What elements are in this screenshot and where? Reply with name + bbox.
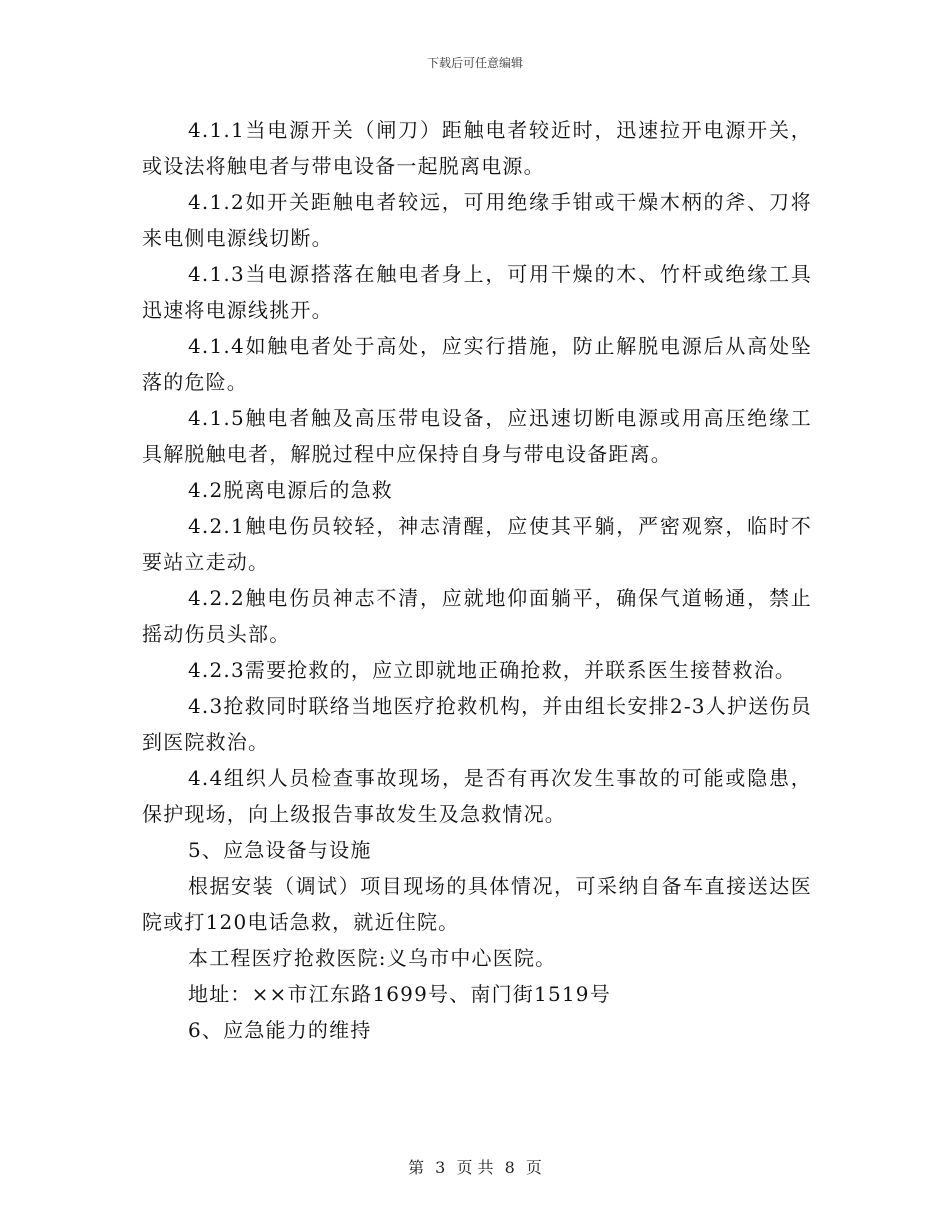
section-heading-6: 6、应急能力的维持 xyxy=(188,1018,372,1042)
paragraph-4-1-4: 4.1.4如触电者处于高处，应实行措施，防止解脱电源后从高处坠落的危险。 xyxy=(142,334,812,394)
footer-page-number: 3 xyxy=(435,1158,446,1177)
page-footer xyxy=(0,1155,950,1178)
document-body xyxy=(142,112,812,1048)
paragraph-4-3: 4.3抢救同时联络当地医疗抢救机构，并由组长安排2-3人护送伤员到医院救治。 xyxy=(142,694,812,754)
paragraph-4-2-3: 4.2.3需要抢救的，应立即就地正确抢救，并联系医生接替救治。 xyxy=(188,658,797,682)
paragraph-4-1-5: 4.1.5触电者触及高压带电设备，应迅速切断电源或用高压绝缘工具解脱触电者，解脱过程中应保持自身与带电设备距离。 xyxy=(142,406,812,466)
paragraph-5-body: 根据安装（调试）项目现场的具体情况，可采纳自备车直接送达医院或打120电话急救，就近住院。 xyxy=(142,874,812,934)
footer-suffix: 页 xyxy=(525,1158,542,1177)
page-header: 下载后可任意编辑 xyxy=(426,56,523,70)
paragraph-4-2-1: 4.2.1触电伤员较轻，神志清醒，应使其平躺，严密观察，临时不要站立走动。 xyxy=(142,514,812,574)
footer-total-pages: 8 xyxy=(504,1158,515,1177)
section-heading-5: 5、应急设备与设施 xyxy=(188,838,372,862)
paragraph-hospital: 本工程医疗抢救医院:义乌市中心医院。 xyxy=(188,946,557,970)
section-heading-4-2: 4.2脱离电源后的急救 xyxy=(188,478,394,502)
paragraph-address: 地址：××市江东路1699号、南门街1519号 xyxy=(188,982,611,1006)
paragraph-4-1-1: 4.1.1当电源开关（闸刀）距触电者较近时，迅速拉开电源开关，或设法将触电者与带电设备一起脱离电源。 xyxy=(142,118,812,178)
paragraph-4-1-3: 4.1.3当电源搭落在触电者身上，可用干燥的木、竹杆或绝缘工具迅速将电源线挑开。 xyxy=(142,262,812,322)
paragraph-4-1-2: 4.1.2如开关距触电者较远，可用绝缘手钳或干燥木柄的斧、刀将来电侧电源线切断。 xyxy=(142,190,812,250)
paragraph-4-4: 4.4组织人员检查事故现场，是否有再次发生事故的可能或隐患，保护现场，向上级报告事故发生及急救情况。 xyxy=(142,766,812,826)
footer-prefix: 第 xyxy=(408,1158,425,1177)
footer-middle: 页 共 xyxy=(456,1158,494,1177)
paragraph-4-2-2: 4.2.2触电伤员神志不清，应就地仰面躺平，确保气道畅通，禁止摇动伤员头部。 xyxy=(142,586,812,646)
